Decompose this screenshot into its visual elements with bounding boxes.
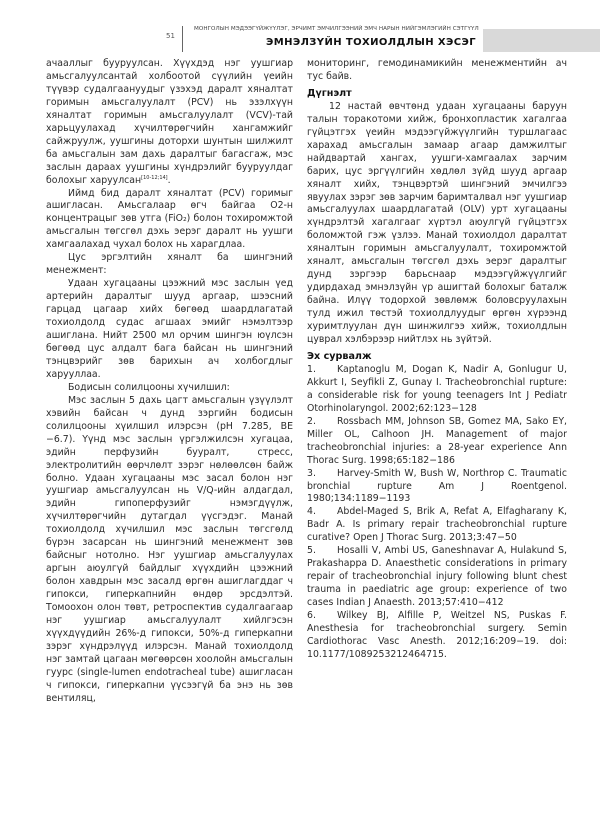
- reference-item: [307, 506, 567, 545]
- paragraph: Мэс заслын 5 дахь цагт амьсгалын үзүүлэлт хэвийн байсан ч дунд зэргийн бодисын солилцооны хүилшил илэрсэн (pH 7.285, BE −6.7). Үүнд мэс заслын үргэлжилсэн хугацаа, эдийн перфузийн бууралт, стресс, электролитийн өөрчлөлт зэрэг нөлөөлсөн байж болно. Удаан хугацааны мэс засал болон нэг уушгиар амьсгалуулсан нь V/Q-ийн алдагдал, эдийн гипоперфузийг нэмэгдүүлж, хүчилтөрөгчийн дутагдал үүсгэдэг. Манай тохиолдолд хүчилшил мэс заслын төгсгөлд бүрэн засарсан нь шингэний менежмент зөв байсныг нотолно. Нэг уушгиар амьсгалуулах аргын аюулгүй байдлыг хүүхдийн цээжний болон хавдрын мэс засалд өргөн ашиглагддаг ч гипокси, гиперкапнийн өндөр эрсдэлтэй. Томоохон олон төвт, ретроспектив судалгаагаар нэг уушгиар амьсгалуулалт хийлгэсэн хүүхдүүдийн 26%-д гипокси, 50%-д гиперкапни зэрэг хүндрэлүүд илэрсэн. Манай тохиолдолд нэг замтай цагаан мөгөөрсөн хоолойн амьсгалын гуурс (single-lumen endotracheal tube) ашигласан ч гипокси, гиперкапни үүсээгүй ба энэ нь зөв вентиляц,: [46, 394, 293, 704]
- page-number: 51: [166, 32, 175, 40]
- paragraph: мониторинг, гемодинамикийн менежментийн ач тус байв.: [307, 58, 567, 82]
- subheading-hemodynamics: Цус эргэлтийн хяналт ба шингэний менежмент:: [46, 252, 293, 277]
- reference-text: Harvey-Smith W, Bush W, Northrop C. Traumatic bronchial rupture Am J Roentgenol. 1980;134:1189−1193: [307, 467, 567, 505]
- reference-item: [307, 364, 567, 416]
- reference-text: Abdel-Maged S, Brik A, Refat A, Elfagharany K, Badr A. Is primary repair tracheobronchial rupture curative? Open J Thorac Surg. 2013;3:47−50: [307, 506, 567, 544]
- conclusion-paragraph: 12 настай өвчтөнд удаан хугацааны баруун талын торакотоми хийж, бронхопластик хагалгаа гүйцэтгэх үеийн мэдээгүйжүүлгийн туршлагаас харахад амьсгалын замаар агаар дамжилтыг найдвартай хангах, уушги-хамгаалах зарчим барих, цус эргүүлгийн хөдлөл зүйд шууд аргаар хяналт хийх, тэнцвэртэй шингэний эмчилгээ явуулах зэрэг зөв зарчим баримталвал нэг уушгиар амьсгалуулах шаардлагатай (OLV) урт хугацааны хүндрэлтэй хагалгааг хүртэл аюулгүй гүйцэтгэх боломжтой гэж үзлээ. Манай тохиолдол даралтат хяналтын горимын амьсгалуулалт, тохиромжтой хяналт, амьсгалын төгсгөл дэхь эерэг даралтыг дунд зэргээр барьснаар мэдээгүйжүүлгийг удирдахад эмнэлзүйн үр ашигтай болохыг баталж байна. Илүү тодорхой зөвлөмж боловсруулахын тулд ижил төстэй тохиолдлуудыг өргөн хүрээнд хуримтлуулан дүн шинжилгээ хийж, тохиолдлын цуврал хэлбэрээр нийтлэх нь зүйтэй.: [307, 100, 567, 346]
- reference-number: 6.: [307, 610, 316, 622]
- paragraph: ачааллыг бууруулсан. Хүүхдэд нэг уушгиар амьсгалуулсантай холбоотой сүүлийн үеийн түүвэр судалгаануудыг үзэхэд даралт хяналтат горимын амьсгалуулалт (PCV) нь эзэлхүүн хяналтат горимын амьсгалуулалт (VCV)-тай харьцуулахад хүчилтөрөгчийн хангамжийг сайжруулж, уушгины доторхи шунтын шилжилт ба амьсгалын зам дахь даралтыг багасгаж, мэс заслын дараах уушгины хүндрэлийг бууруулдаг болохыг харуулсан[10-12;14].: [46, 58, 293, 186]
- reference-number: 5.: [307, 545, 316, 557]
- reference-text: Kaptanoglu M, Dogan K, Nadir A, Gonlugur U, Akkurt I, Seyfikli Z, Gunay I. Tracheobronchial rupture: a considerable risk for young teenagers Int J Pediatr Otorhinolaryngol. 2002;62:123−128: [307, 363, 567, 414]
- reference-text: Wilkey BJ, Alfille P, Weitzel NS, Puskas F. Anesthesia for tracheobronchial surgery. Semin Cardiothorac Vasc Anesth. 2012;16:209−19. doi: 10.1177/1089253212464715.: [307, 610, 567, 660]
- paragraph-text: ачааллыг бууруулсан. Хүүхдэд нэг уушгиар амьсгалуулсантай холбоотой сүүлийн үеийн түүвэр судалгаануудыг үзэхэд даралт хяналтат горимын амьсгалуулалт (PCV) нь эзэлхүүн хяналтат горимын амьсгалуулалт (VCV)-тай харьцуулахад хүчилтөрөгчийн хангамжийг сайжруулж, уушгины доторхи шунтын шилжилт ба амьсгалын зам дахь даралтыг багасгаж, мэс заслын дараах уушгины хүндрэлийг бууруулдаг болохыг харуулсан: [46, 58, 293, 186]
- section-title: ЭМНЭЛЗҮЙН ТОХИОЛДЛЫН ХЭСЭГ: [266, 37, 476, 48]
- references-heading: Эх сурвалж: [307, 350, 372, 362]
- paragraph: Удаан хугацааны цээжний мэс заслын үед артерийн даралтыг шууд аргаар, шээсний гарцад цагаар хийх бөгөөд шаардлагатай тохиолдолд судас агшаах эмийг нэмэлтээр ашиглана. Нийт 2500 мл орчим шингэн юүлсэн бөгөөд цус алдалт бага байсан нь шингэний тэнцвэрийг зөв барихын ач холбогдлыг харууллаа.: [46, 278, 293, 380]
- header-decoration-bar: [483, 29, 600, 52]
- paragraph: Иймд бид даралт хяналтат (PCV) горимыг ашигласан. Амьсгалаар өгч байгаа O2-н концентрацыг зөв утга (FiO₂) болон тохиромжтой амьсгалын төгсгөл дэхь эерэг даралт нь уушги хамгаалахад чухал болох нь харагдлаа.: [46, 187, 293, 251]
- right-column: [307, 58, 567, 662]
- reference-item: [307, 468, 567, 507]
- reference-text: Hosalli V, Ambi US, Ganeshnavar A, Hulakund S, Prakashappa D. Anaesthetic considerations in primary repair of tracheobronchial injury following blunt chest trauma in paediatric age group: experience of two cases Indian J Anaesth. 2013;57:410−412: [307, 545, 567, 609]
- citation: [10-12;14]: [141, 174, 168, 181]
- reference-number: 3.: [307, 467, 316, 479]
- reference-text: Rossbach MM, Johnson SB, Gomez MA, Sako EY, Miller OL, Calhoon JH. Management of major tracheobronchial injuries: a 28-year experience Ann Thorac Surg. 1998;65:182−186: [307, 415, 567, 466]
- reference-item: [307, 610, 567, 662]
- reference-item: [307, 545, 567, 610]
- subheading-metabolic-acidosis: Бодисын солилцооны хүчилшил:: [68, 381, 230, 393]
- page-header: [0, 22, 600, 62]
- references-list: [307, 364, 567, 662]
- conclusion-heading: Дүгнэлт: [307, 87, 352, 99]
- reference-number: 1.: [307, 363, 316, 375]
- journal-title: МОНГОЛЫН МЭДЭЭГҮЙЖҮҮЛЭГ, ЭРЧИМТ ЭМЧИЛГЭЭНИЙ ЭМЧ НАРЫН НИЙГЭМЛЭГИЙН СЭТГҮҮЛ: [194, 26, 479, 32]
- reference-item: [307, 416, 567, 468]
- header-divider: [182, 26, 183, 52]
- reference-number: 2.: [307, 415, 316, 427]
- left-column: [46, 58, 293, 706]
- reference-number: 4.: [307, 506, 316, 518]
